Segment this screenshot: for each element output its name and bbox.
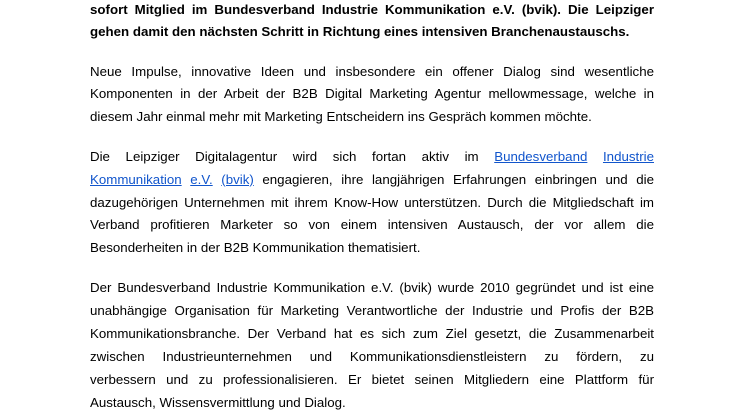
paragraph-1-line-2: Komponenten in der Arbeit der B2B Digital Marketing Agentur mellowmessage, welche in bbox=[90, 86, 654, 101]
bvik-link-bundesverband[interactable]: Bundesverband bbox=[494, 149, 588, 164]
paragraph-3-line-3: Kommunikationsbranche. Der Verband hat es sich zum Ziel gesetzt, die Zusammenarbeit bbox=[90, 326, 654, 341]
lead-line-1: sofort Mitglied im Bundesverband Industrie Kommunikation e.V. (bvik). Die Leipziger bbox=[90, 2, 654, 17]
paragraph-2-line-4: Verband profitieren Marketer so von einem intensiven Austausch, der vor allem die bbox=[90, 217, 654, 232]
paragraph-2-line-1 bbox=[90, 149, 654, 165]
paragraph-1-line-3: diesem Jahr einmal mehr mit Marketing Entscheidern ins Gespräch kommen möchte. bbox=[90, 109, 592, 124]
paragraph-3-line-2: unabhängige Organisation für Marketing Verantwortliche der Industrie und Profis der B2B bbox=[90, 303, 654, 318]
lead-line-2: gehen damit den nächsten Schritt in Richtung eines intensiven Branchenaustauschs. bbox=[90, 24, 630, 39]
paragraph-2-text: Die Leipziger Digitalagentur wird sich fortan aktiv im bbox=[90, 149, 495, 164]
bvik-link-bvik[interactable]: (bvik) bbox=[221, 172, 254, 187]
paragraph-2-line-5: Besonderheiten in der B2B Kommunikation thematisiert. bbox=[90, 240, 421, 255]
paragraph-2-text-continued: engagieren, ihre langjährigen Erfahrungen einbringen und die bbox=[262, 172, 654, 187]
bvik-link-kommunikation[interactable]: Kommunikation bbox=[90, 172, 182, 187]
paragraph-3-line-1: Der Bundesverband Industrie Kommunikation e.V. (bvik) wurde 2010 gegründet und ist eine bbox=[90, 280, 654, 295]
bvik-link-ev[interactable]: e.V. bbox=[190, 172, 213, 187]
paragraph-2-line-3: dazugehörigen Unternehmen mit ihrem Know-How unterstützen. Durch die Mitgliedschaft im bbox=[90, 195, 654, 210]
paragraph-1-line-1: Neue Impulse, innovative Ideen und insbesondere ein offener Dialog sind wesentliche bbox=[90, 64, 654, 79]
paragraph-3-line-6: Austausch, Wissensvermittlung und Dialog. bbox=[90, 395, 346, 410]
paragraph-2-line-2 bbox=[90, 172, 654, 188]
paragraph-3-line-5: verbessern und zu professionalisieren. Er bietet seinen Mitgliedern eine Plattform für bbox=[90, 372, 654, 387]
paragraph-3-line-4: zwischen Industrieunternehmen und Kommunikationsdienstleistern zu fördern, zu bbox=[90, 349, 654, 364]
bvik-link-industrie[interactable]: Industrie bbox=[602, 149, 654, 164]
